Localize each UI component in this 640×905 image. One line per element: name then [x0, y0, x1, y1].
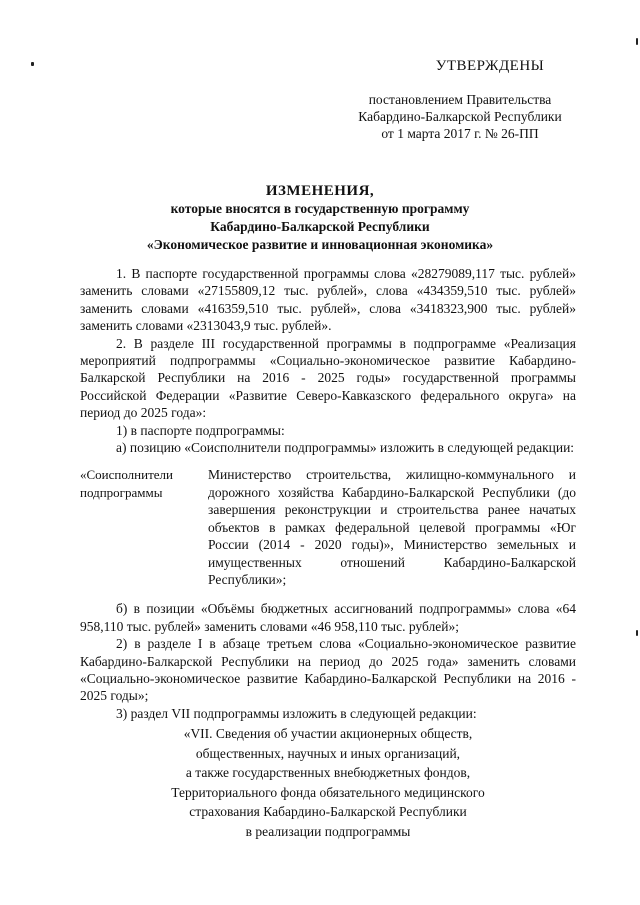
paragraph-1: 1. В паспорте государственной программы слова «28279089,117 тыс. рублей» заменить словами «27155809,12 тыс. рублей», слова «434359,510 тыс. рублей» заменить словами «416359,510 тыс. рублей», слова «3418323,900 тыс. рублей» заменить словами «2313043,9 тыс. рублей».	[80, 266, 576, 334]
paragraph-2: 2. В разделе III государственной программы в подпрограмме «Реализация мероприятий подпрограммы «Социально-экономическое развитие Кабардино-Балкарской Республики на 2016 - 2025 годы» государственной программы Российской Федерации «Развитие Северо-Кавказского федерального округа» на период до 2025 года»:	[80, 335, 576, 421]
section-title-line: Территориального фонда обязательного медицинского	[171, 784, 485, 800]
scan-speck	[636, 630, 638, 636]
heading-title: ИЗМЕНЕНИЯ,	[265, 183, 375, 199]
approved-line-decree: постановлением Правительства	[368, 92, 552, 107]
paragraph-6: 2) в разделе I в абзаце третьем слова «Социально-экономическое развитие Кабардино-Балкарской Республики на период до 2025 года» заменить словами «Социально-экономическое развитие Кабардино-Балкарской Республики на 2016 - 2025 годы»;	[80, 636, 576, 704]
scan-speck	[31, 62, 34, 66]
paragraph-5: б) в позиции «Объёмы бюджетных ассигнований подпрограммы» слова «64 958,110 тыс. рублей» заменить словами «46 958,110 тыс. рублей»;	[80, 601, 576, 634]
approved-line-government: Кабардино-Балкарской Республики	[358, 109, 562, 124]
heading-line-3: «Экономическое развитие и инновационная экономика»	[146, 237, 494, 252]
section-title-line: страхования Кабардино-Балкарской Республики	[189, 804, 467, 820]
approved-title: УТВЕРЖДЕНЫ	[435, 58, 545, 74]
document-body	[80, 265, 576, 841]
table-cell-value: Министерство строительства, жилищно-коммунального и дорожного хозяйства Кабардино-Балкарской Республики (до завершения реконструкции и строительства ранее начатых объектов в рамках федеральной целевой программы «Юг России (2014 - 2020 годы)», Министерство земельных и имущественных отношений Кабардино-Балкарской Республики»;	[208, 467, 576, 587]
document-heading	[60, 182, 580, 254]
table-cell-label: «Соисполнители подпрограммы	[80, 467, 173, 500]
section-title-line: общественных, научных и иных организаций,	[195, 745, 461, 761]
approved-line-date: от 1 марта 2017 г. № 26-ПП	[381, 126, 539, 141]
heading-line-1: которые вносятся в государственную программу	[170, 201, 470, 216]
section-vii-title	[80, 724, 576, 841]
section-title-line: а также государственных внебюджетных фондов,	[185, 765, 471, 781]
heading-line-2: Кабардино-Балкарской Республики	[210, 219, 430, 234]
coexecutors-table-row	[80, 466, 576, 588]
paragraph-7: 3) раздел VII подпрограммы изложить в следующей редакции:	[116, 705, 477, 721]
scan-speck	[636, 38, 638, 45]
paragraph-4: а) позицию «Соисполнители подпрограммы» изложить в следующей редакции:	[116, 440, 575, 456]
approval-stamp	[330, 58, 590, 142]
section-title-line: в реализации подпрограммы	[245, 823, 411, 839]
paragraph-3: 1) в паспорте подпрограммы:	[116, 422, 285, 438]
section-title-line: «VII. Сведения об участии акционерных обществ,	[183, 726, 473, 742]
